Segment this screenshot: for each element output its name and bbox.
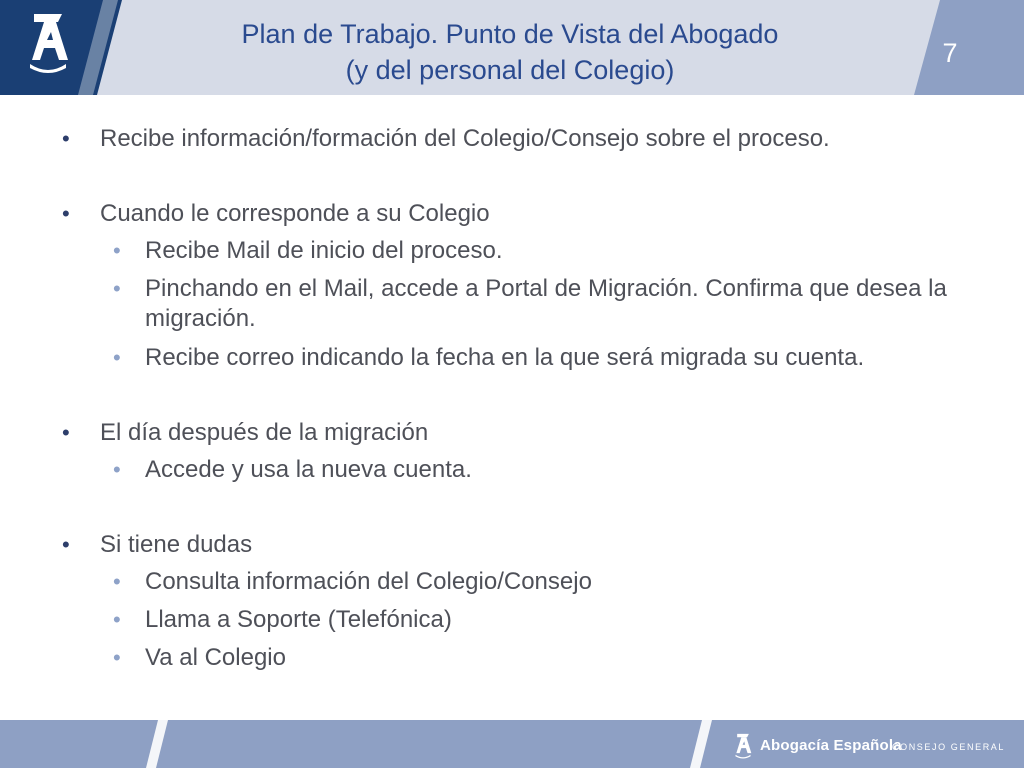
bullet-dot-icon: • — [113, 569, 121, 594]
footer-brand-subtitle: CONSEJO GENERAL — [892, 742, 1006, 752]
bullet-text: Si tiene dudas — [100, 531, 253, 558]
bullet-dot-icon: • — [113, 238, 121, 263]
bullet-text: Consulta información del Colegio/Consejo — [145, 568, 592, 595]
bullet-text: Recibe información/formación del Colegio/Consejo sobre el proceso. — [100, 125, 830, 152]
bullet-text: Recibe Mail de inicio del proceso. — [145, 237, 503, 264]
bullet-dot-icon: • — [62, 532, 70, 557]
slide-title-line2: (y del personal del Colegio) — [345, 55, 675, 85]
bullet-text: Llama a Soporte (Telefónica) — [145, 606, 452, 633]
bullet-text: Recibe correo indicando la fecha en la que será migrada su cuenta. — [145, 344, 865, 371]
footer-brand: Abogacía Española — [760, 737, 902, 754]
bullet-text: Accede y usa la nueva cuenta. — [145, 456, 472, 483]
slide-number: 7 — [942, 38, 958, 68]
bullet-dot-icon: • — [62, 201, 70, 226]
bullet-text: Va al Colegio — [145, 644, 286, 671]
abogacia-a-logo-icon — [733, 733, 753, 759]
bullet-text: Cuando le corresponde a su Colegio — [100, 200, 490, 227]
bullet-dot-icon: • — [62, 420, 70, 445]
bullet-dot-icon: • — [113, 457, 121, 482]
bullet-dot-icon: • — [113, 276, 121, 301]
bullet-dot-icon: • — [62, 126, 70, 151]
bullet-dot-icon: • — [113, 345, 121, 370]
slide-title-line1: Plan de Trabajo. Punto de Vista del Abogado — [241, 19, 779, 49]
bullet-text: Pinchando en el Mail, accede a Portal de Migración. Confirma que desea la migración. — [145, 275, 947, 332]
bullet-dot-icon: • — [113, 607, 121, 632]
bullet-dot-icon: • — [113, 645, 121, 670]
bullet-text: El día después de la migración — [100, 419, 429, 446]
